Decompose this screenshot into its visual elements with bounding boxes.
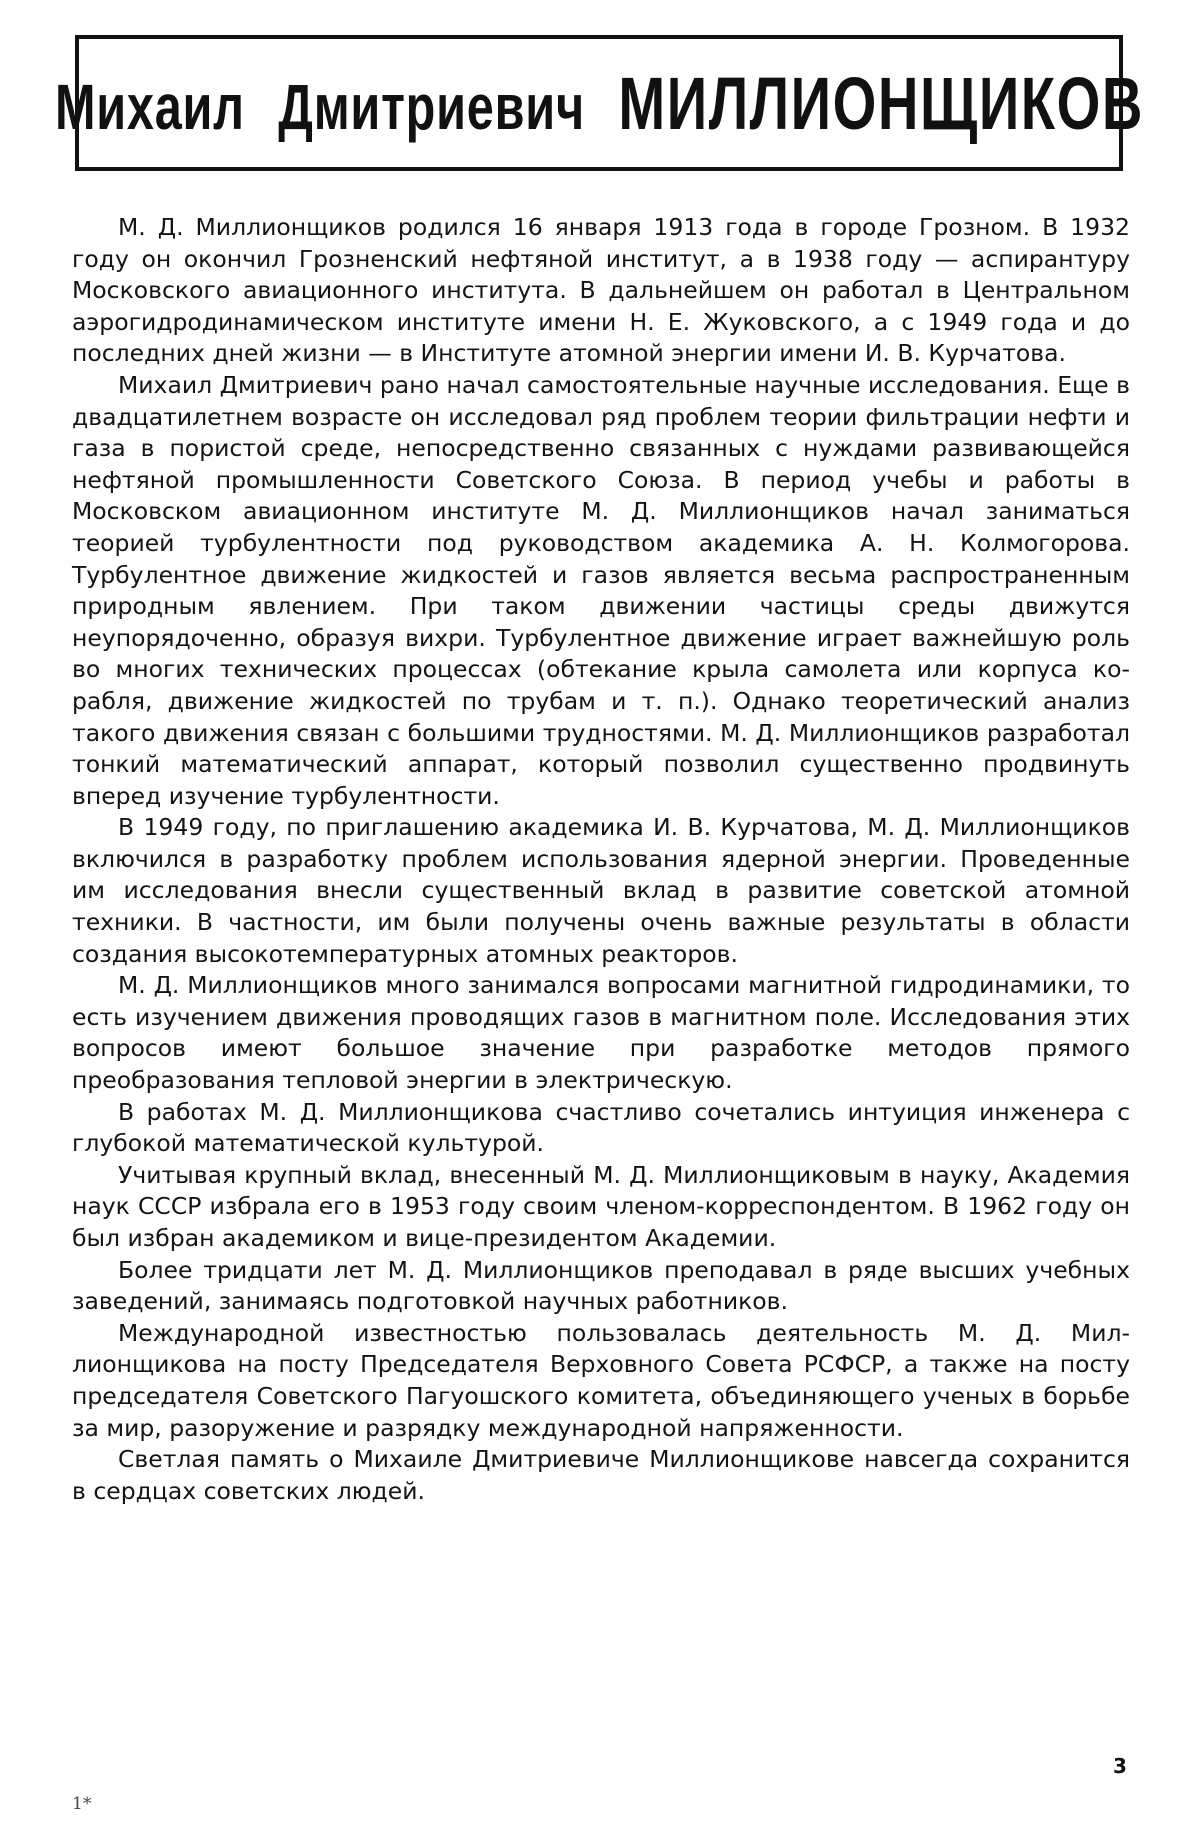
article-body [72, 212, 1130, 1507]
signature-mark: 1* [72, 1794, 92, 1814]
paragraph: Более тридцати лет М. Д. Миллионщиков преподавал в ряде высших учебных заведений, занимаясь подготовкой научных работников. [72, 1255, 1130, 1316]
title-patronymic: Дмитриевич [277, 70, 585, 143]
paragraph: М. Д. Миллионщиков родился 16 января 1913 года в городе Грозном. В 1932 году он окончил Грозненский нефтяной институт, а в 1938 году — аспирантуру Московского авиационного института. В дальнейшем он работал в Центральном аэрогидродинамическом институте имени Н. Е. Жуковского, а с 1949 года и до последних дней жизни — в Институте атомной энергии имени И. В. Курчатова. [72, 213, 1130, 368]
paragraph: Михаил Дмитриевич рано начал самостоятельные научные исследования. Еще в двадцатилетнем возрасте он исследовал ряд проблем теории фильтрации нефти и газа в пористой среде, непосредственно связанных с нуждами развивающейся нефтяной промышленности Советского Союза. В период учебы и работы в Московском авиационном институте М. Д. Миллионщиков начал заниматься теорией турбулентности под руководством академика А. Н. Колмогорова. Турбулентное движение жидкостей и газов является весьма распространенным природным явлением. При таком движении частицы среды движутся неупорядоченно, образуя вихри. Турбулентное движение играет важнейшую роль во многих технических процессах (обтекание крыла самолета или корпуса корабля, движение жидкостей по трубам и т. п.). Однако теоретический анализ такого движения связан с большими трудностями. М. Д. Миллионщиков разработал тонкий математический аппарат, который позволил существенно продвинуть вперед изучение турбулентности. [72, 370, 1130, 810]
paragraph: Светлая память о Михаиле Дмитриевиче Миллионщикове навсегда сохранится в сердцах советских людей. [72, 1445, 1130, 1505]
title-first-name: Михаил [54, 70, 245, 143]
paragraph: Учитывая крупный вклад, внесенный М. Д. Миллионщиковым в науку, Академия наук СССР избрала его в 1953 году своим членом-корреспондентом. В 1962 году он был избран академиком и вице-президентом Академии. [72, 1160, 1130, 1252]
paragraph: В работах М. Д. Миллионщикова счастливо сочетались интуиция инженера с глубокой математической культурой. [72, 1097, 1130, 1158]
paragraph: М. Д. Миллионщиков много занимался вопросами магнитной гидродинамики, то есть изучением движения проводящих газов в магнитном поле. Исследования этих вопросов имеют большое значение при разработке методов прямого преобразования тепловой энергии в электрическую. [72, 971, 1130, 1095]
title-box [54, 35, 1144, 171]
paragraph: В 1949 году, по приглашению академика И. В. Курчатова, М. Д. Миллионщиков включился в разработку проблем использования ядерной энергии. Проведенные им исследования внесли существенный вклад в развитие советской атомной техники. В частности, им были получены очень важные результаты в области создания высокотемпературных атомных реакторов. [72, 813, 1130, 968]
page-number: 3 [1113, 1754, 1127, 1778]
page-title [54, 61, 1143, 146]
paragraph: Международной известностью пользовалась деятельность М. Д. Миллионщикова на посту Председателя Верховного Совета РСФСР, а также на посту председателя Советского Пагуошского комитета, объединяющего ученых в борьбе за мир, разоружение и разрядку международной напряженности. [72, 1318, 1130, 1442]
title-surname: МИЛЛИОНЩИКОВ [617, 61, 1144, 145]
